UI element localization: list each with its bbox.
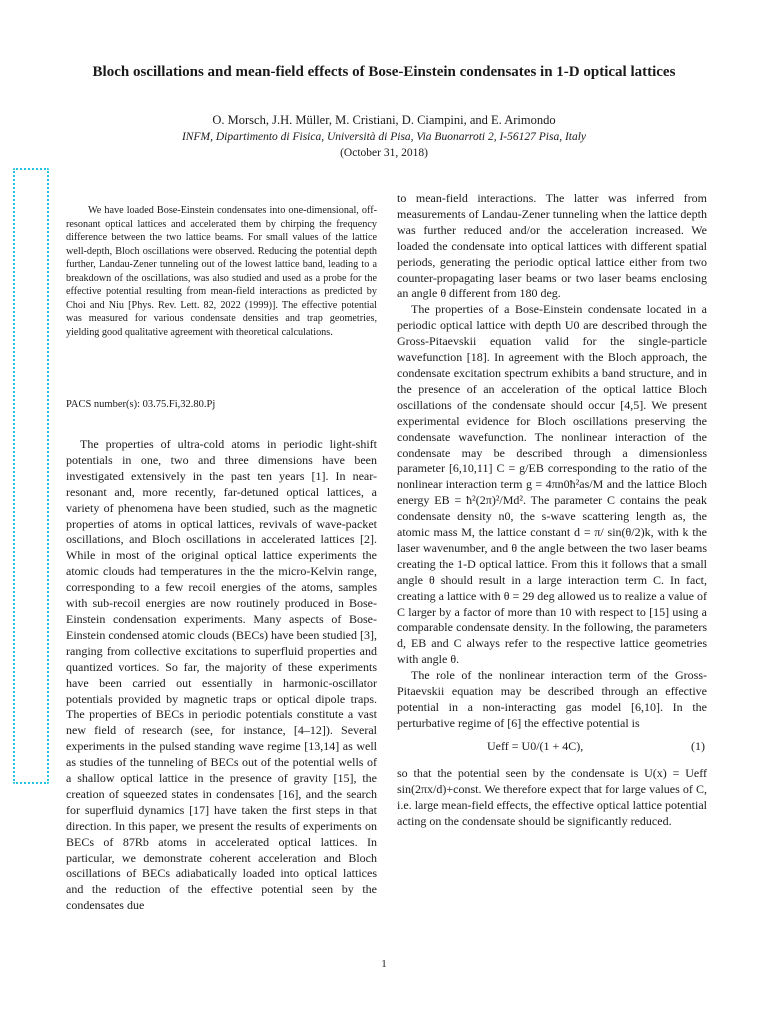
right-paragraph-1: to mean-field interactions. The latter was inferred from measurements of Landau-Zener tunneling when the lattice depth was further reduced and/or the acceleration increased. We loaded the condensate into optical lattices with different spatial periods, generating the periodic optical lattice either from two counter-propagating laser beams or two laser beams enclosing an angle θ different from 180 deg. (397, 191, 707, 301)
right-paragraph-3: The role of the nonlinear interaction term of the Gross-Pitaevskii equation may be described through an effective potential in a non-interacting gas model [6,10]. In the perturbative regime of [6] the effective potential is (397, 668, 707, 730)
paper-title: Bloch oscillations and mean-field effects of Bose-Einstein condensates in 1-D optical lattices (92, 64, 676, 80)
equation-1 (397, 734, 707, 762)
right-column (397, 191, 707, 829)
margin-selection-box (13, 168, 49, 784)
right-paragraph-2: The properties of a Bose-Einstein condensate located in a periodic optical lattice with depth U0 are described through the Gross-Pitaevskii equation valid for the single-particle wavefunction [18]. In agreement with the Bloch approach, the condensate excitation spectrum exhibits a band structure, and in the presence of an acceleration of the optical lattice Bloch oscillations of the condensate should occur [4,5]. We present experimental evidence for Bloch oscillations preserving the condensate wavefunction. The nonlinear interaction of the condensate may be described through a dimensionless parameter [6,10,11] C = g/EB corresponding to the ratio of the nonlinear interaction term g = 4πn0ħ²as/M and the lattice Bloch energy EB = ħ²(2π)²/Md². The parameter C contains the peak condensate density n0, the s-wave scattering length as, the atomic mass M, the lattice constant d = π/ sin(θ/2)k, with k the laser wavenumber, and θ the angle between the two laser beams creating the 1-D optical lattice. From this it follows that a small angle θ should result in a large interaction term C. In fact, creating a lattice with θ = 29 deg allowed us to realize a value of C larger by a factor of more than 10 with respect to [15] using a comparable condensate density. In the following, the parameters d, EB and C always refer to the respective lattice geometries with angle θ. (397, 302, 707, 667)
affiliation: INFM, Dipartimento di Fisica, Università di Pisa, Via Buonarroti 2, I-56127 Pisa, Italy (181, 131, 587, 143)
equation-number: (1) (691, 738, 705, 753)
author-list: O. Morsch, J.H. Müller, M. Cristiani, D. Ciampini, and E. Arimondo (212, 113, 556, 127)
abstract: We have loaded Bose-Einstein condensates into one-dimensional, off-resonant optical lattices and accelerated them by chirping the frequency difference between the two lattice beams. For small values of the lattice well-depth, Bloch oscillations were observed. Reducing the potential depth further, Landau-Zener tunneling out of the lowest lattice band, leading to a breakdown of the oscillations, was also studied and used as a probe for the effective potential resulting from mean-field interactions as predicted by Choi and Niu [Phys. Rev. Lett. 82, 2022 (1999)]. The effective potential was measured for various condensate densities and trap geometries, yielding good qualitative agreement with theoretical calculations. (66, 205, 377, 338)
page-number: 1 (381, 958, 387, 970)
pacs-numbers: PACS number(s): 03.75.Fi,32.80.Pj (66, 399, 216, 410)
right-paragraph-4: so that the potential seen by the condensate is U(x) = Ueff sin(2πx/d)+const. We therefore expect that for large values of C, i.e. large mean-field effects, the effective optical lattice potential acting on the condensate should be significantly reduced. (397, 765, 707, 828)
left-column-body: The properties of ultra-cold atoms in periodic light-shift potentials in one, two and three dimensions have been investigated extensively in the past ten years [1]. In near-resonant and, more recently, far-detuned optical lattices, a variety of phenomena have been studied, such as the magnetic properties of atoms in optical lattices, revivals of wave-packet oscillations, and Bloch oscillations in accelerated lattices [2]. While in most of the original optical lattice experiments the atomic clouds had temperatures in the the micro-Kelvin range, corresponding to a few recoil energies of the atoms, samples with sub-recoil energies are now routinely produced in Bose-Einstein condensation experiments. Many aspects of Bose-Einstein condensed atomic clouds (BECs) have been studied [3], ranging from collective excitations to superfluid properties and quantized vortices. So far, the majority of these experiments have been carried out essentially in harmonic-oscillator potentials provided by magnetic traps or optical dipole traps. The properties of BECs in periodic potentials constitute a vast new field of research (see, for instance, [4–12]). Several experiments in the pulsed standing wave regime [13,14] as well as studies of the tunneling of BECs out of the potential wells of a shallow optical lattice in the presence of gravity [15], the creation of squeezed states in condensates [16], and the search for superfluid dynamics [17] have taken the first steps in that direction. In this paper, we present the results of experiments on BECs of 87Rb atoms in accelerated optical lattices. In particular, we demonstrate coherent acceleration and Bloch oscillations of BECs adiabatically loaded into optical lattices and the reduction of the effective potential seen by the condensates due (66, 437, 377, 913)
equation-text: Ueff = U0/(1 + 4C), (487, 738, 584, 753)
date: (October 31, 2018) (340, 147, 428, 159)
